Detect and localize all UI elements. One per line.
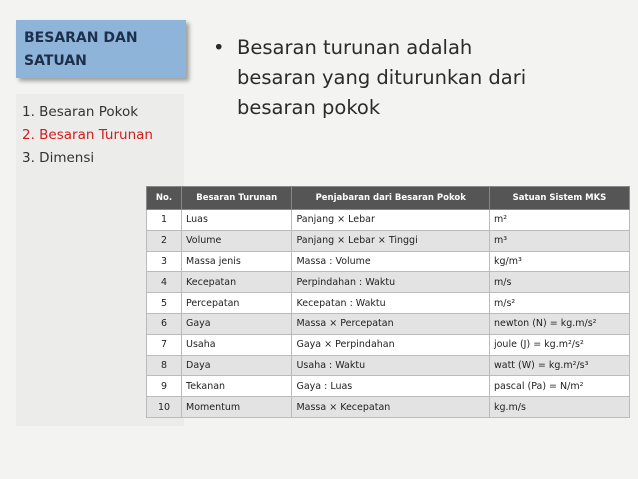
table-header-row <box>147 187 630 210</box>
definition-line2: besaran yang diturunkan dari <box>237 66 527 89</box>
table-row <box>147 397 630 418</box>
definition-line3: besaran pokok <box>237 96 381 119</box>
header-penjabaran: Penjabaran dari Besaran Pokok <box>292 187 490 210</box>
cell-quantity: Massa jenis <box>182 251 292 272</box>
cell-derivation: Panjang × Lebar × Tinggi <box>292 230 490 251</box>
cell-quantity: Kecepatan <box>182 272 292 293</box>
cell-no: 7 <box>147 334 182 355</box>
cell-no: 10 <box>147 397 182 418</box>
table-row <box>147 251 630 272</box>
derived-quantities-table <box>146 186 630 418</box>
cell-derivation: Kecepatan : Waktu <box>292 293 490 314</box>
cell-unit: pascal (Pa) = N/m² <box>489 376 629 397</box>
cell-unit: m³ <box>489 230 629 251</box>
cell-unit: m/s² <box>489 293 629 314</box>
cell-quantity: Gaya <box>182 313 292 334</box>
bullet-icon: • <box>213 36 225 59</box>
cell-unit: watt (W) = kg.m²/s³ <box>489 355 629 376</box>
cell-quantity: Momentum <box>182 397 292 418</box>
table-row <box>147 334 630 355</box>
cell-unit: joule (J) = kg.m²/s² <box>489 334 629 355</box>
cell-unit: newton (N) = kg.m/s² <box>489 313 629 334</box>
cell-unit: m² <box>489 210 629 231</box>
cell-no: 8 <box>147 355 182 376</box>
cell-quantity: Usaha <box>182 334 292 355</box>
cell-no: 2 <box>147 230 182 251</box>
cell-no: 5 <box>147 293 182 314</box>
cell-no: 9 <box>147 376 182 397</box>
section-title-line2: SATUAN <box>24 53 87 69</box>
menu-item-besaran-pokok[interactable]: 1. Besaran Pokok <box>22 104 139 120</box>
table-row <box>147 272 630 293</box>
header-no: No. <box>147 187 182 210</box>
table-row <box>147 210 630 231</box>
table-row <box>147 293 630 314</box>
header-besaran-turunan: Besaran Turunan <box>182 187 292 210</box>
cell-unit: kg.m/s <box>489 397 629 418</box>
cell-derivation: Massa × Percepatan <box>292 313 490 334</box>
cell-no: 4 <box>147 272 182 293</box>
cell-quantity: Volume <box>182 230 292 251</box>
cell-quantity: Tekanan <box>182 376 292 397</box>
topic-menu <box>22 101 153 170</box>
table-row <box>147 355 630 376</box>
cell-derivation: Panjang × Lebar <box>292 210 490 231</box>
menu-item-besaran-turunan[interactable]: 2. Besaran Turunan <box>22 127 153 143</box>
cell-quantity: Luas <box>182 210 292 231</box>
cell-no: 6 <box>147 313 182 334</box>
section-title-box <box>16 20 186 78</box>
cell-unit: m/s <box>489 272 629 293</box>
header-satuan: Satuan Sistem MKS <box>489 187 629 210</box>
table-row <box>147 376 630 397</box>
cell-unit: kg/m³ <box>489 251 629 272</box>
cell-derivation: Massa × Kecepatan <box>292 397 490 418</box>
cell-no: 3 <box>147 251 182 272</box>
table-row <box>147 230 630 251</box>
cell-derivation: Usaha : Waktu <box>292 355 490 376</box>
cell-quantity: Percepatan <box>182 293 292 314</box>
definition-line1: Besaran turunan adalah <box>237 36 473 59</box>
cell-derivation: Gaya × Perpindahan <box>292 334 490 355</box>
cell-derivation: Massa : Volume <box>292 251 490 272</box>
cell-derivation: Perpindahan : Waktu <box>292 272 490 293</box>
table-row <box>147 313 630 334</box>
cell-derivation: Gaya : Luas <box>292 376 490 397</box>
menu-item-dimensi[interactable]: 3. Dimensi <box>22 150 95 166</box>
cell-no: 1 <box>147 210 182 231</box>
section-title-line1: BESARAN DAN <box>24 30 138 46</box>
cell-quantity: Daya <box>182 355 292 376</box>
definition-text <box>237 33 607 123</box>
